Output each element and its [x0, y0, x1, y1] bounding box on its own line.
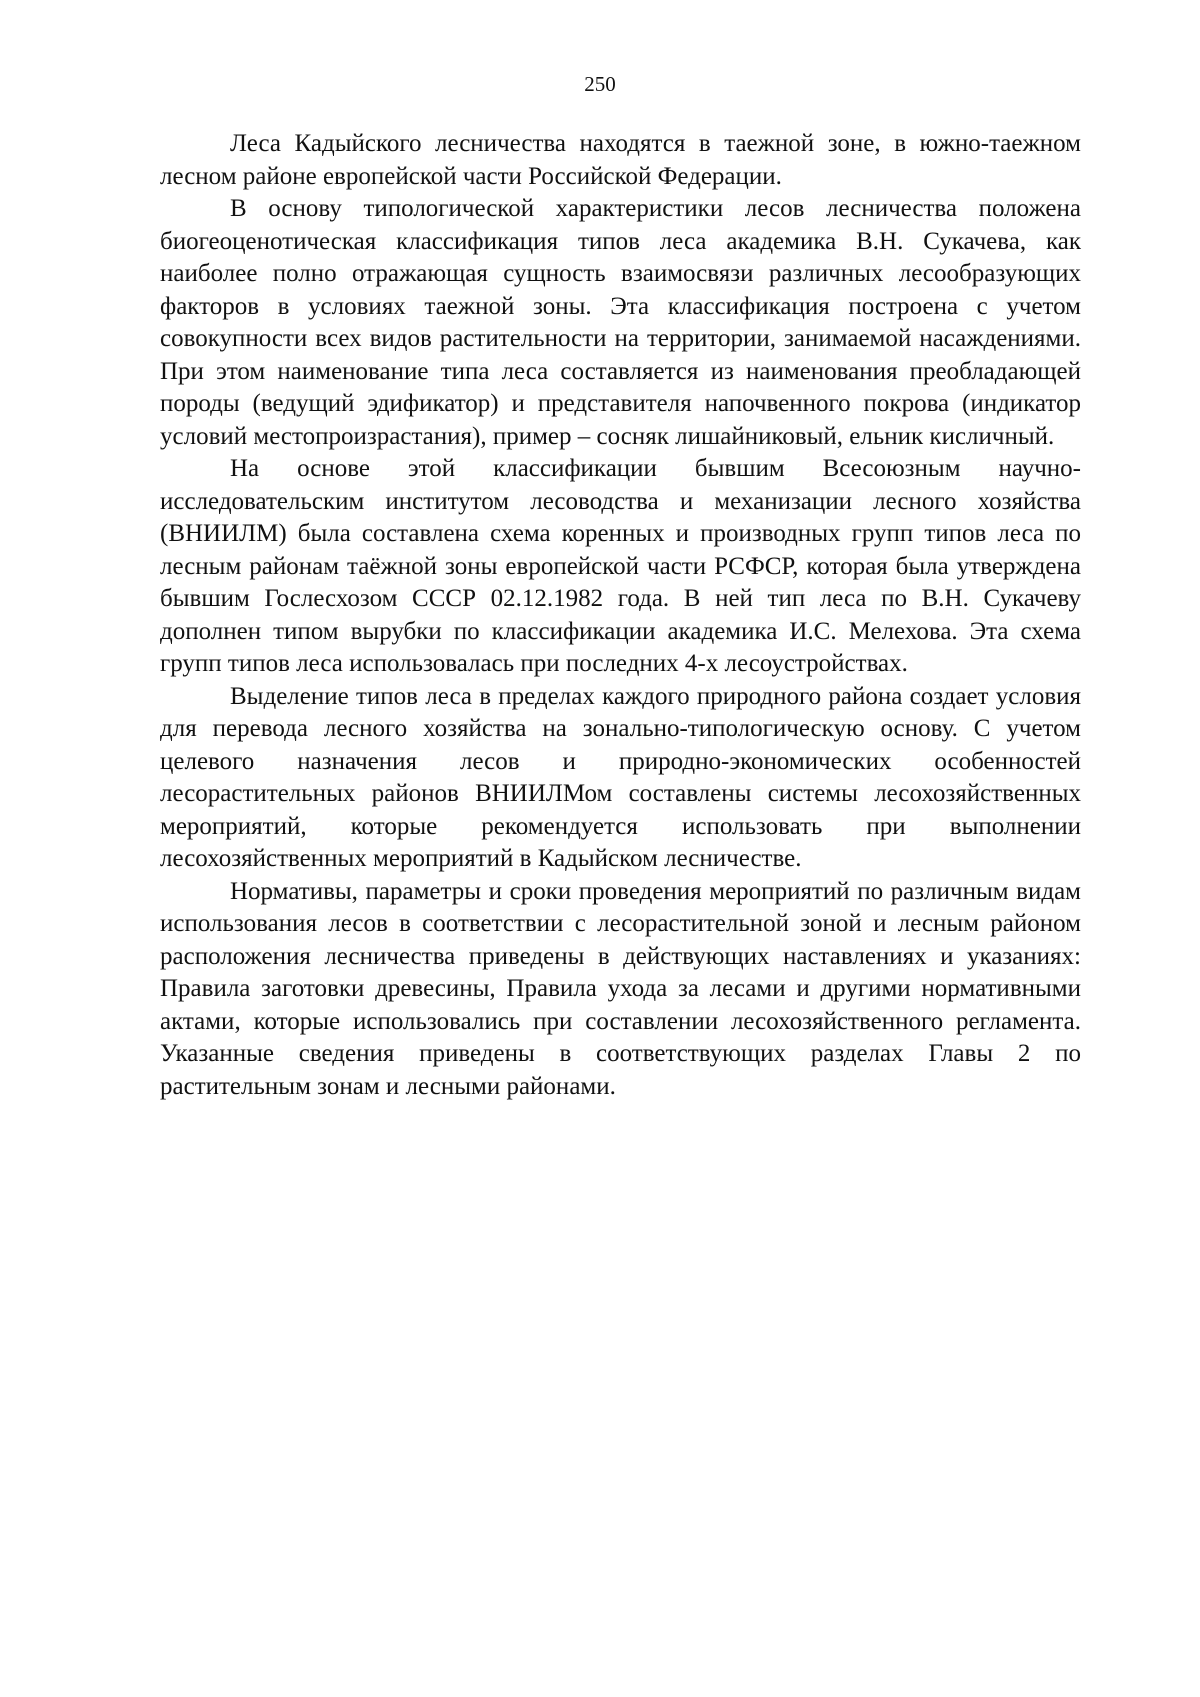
paragraph-typology-classification: В основу типологической характеристики лесов лесничества положена биогеоценотическая классификация типов леса академика В.Н. Сукачева, как наиболее полно отражающая сущность взаимосвязи различных лесообразующих факторов в условиях таежной зоны. Эта классификация построена с учетом совокупности всех видов растительности на территории, занимаемой насаждениями. При этом наименование типа леса составляется из наименования преобладающей породы (ведущий эдификатор) и представителя напочвенного покрова (индикатор условий местопроизрастания), пример – сосняк лишайниковый, ельник кисличный.: [160, 195, 1081, 450]
paragraph-vniilm-scheme: На основе этой классификации бывшим Всесоюзным научно-исследовательским институтом лесоводства и механизации лесного хозяйства (ВНИИЛМ) была составлена схема коренных и производных групп типов леса по лесным районам таёжной зоны европейской части РСФСР, которая была утверждена бывшим Гослесхозом СССР 02.12.1982 года. В ней тип леса по В.Н. Сукачеву дополнен типом вырубки по классификации академика И.С. Мелехова. Эта схема групп типов леса использовалась при последних 4-х лесоустройствах.: [160, 455, 1081, 677]
paragraph-zonal-typological-basis: Выделение типов леса в пределах каждого природного района создает условия для перевода лесного хозяйства на зонально-типологическую основу. С учетом целевого назначения лесов и природно-экономических особенностей лесорастительных районов ВНИИЛМом составлены системы лесохозяйственных мероприятий, которые рекомендуется использовать при выполнении лесохозяйственных мероприятий в Кадыйском лесничестве.: [160, 682, 1081, 872]
paragraph-forest-zone: Леса Кадыйского лесничества находятся в таежной зоне, в южно-таежном лесном районе европейской части Российской Федерации.: [160, 130, 1081, 190]
document-body: [160, 128, 1081, 1103]
page-number: 250: [584, 72, 616, 96]
paragraph-norms-and-regulations: Нормативы, параметры и сроки проведения мероприятий по различным видам использования лесов в соответствии с лесорастительной зоной и лесным районом расположения лесничества приведены в действующих наставлениях и указаниях: Правила заготовки древесины, Правила ухода за лесами и другими нормативными актами, которые использовались при составлении лесохозяйственного регламента. Указанные сведения приведены в соответствующих разделах Главы 2 по растительным зонам и лесными районами.: [160, 877, 1081, 1100]
